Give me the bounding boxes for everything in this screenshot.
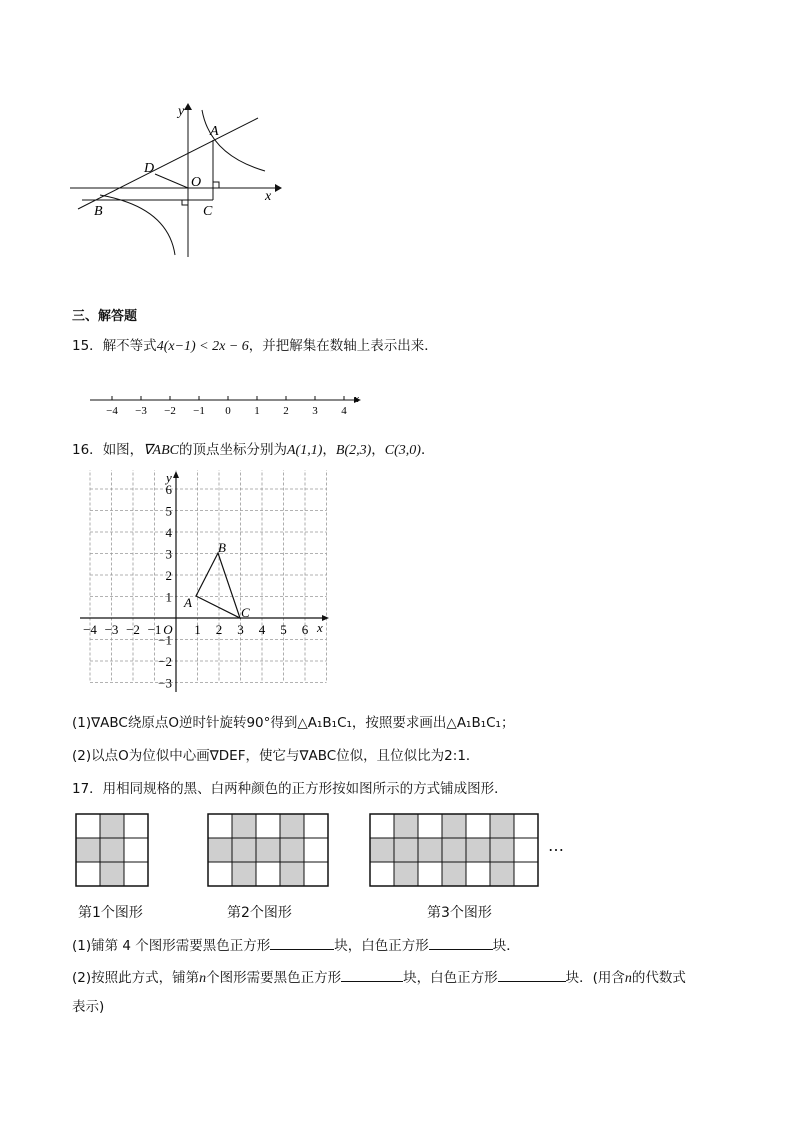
- q15-number-line: [72, 388, 372, 420]
- q16-point-B: B(2,3): [335, 443, 372, 458]
- q16-x-tick-label: −2: [126, 622, 140, 637]
- q16-axis-y: y: [166, 470, 172, 485]
- q17-tile: [280, 814, 304, 838]
- q17-tile: [100, 814, 124, 838]
- fig14-label-B: B: [94, 204, 103, 219]
- q17-tile: [490, 862, 514, 886]
- q15-tick-label: −2: [164, 405, 176, 417]
- q16-y-tick-label: 4: [165, 525, 172, 540]
- q16-triangle: ∇ABC: [143, 443, 179, 458]
- q17-tile: [76, 862, 100, 886]
- fig14-label-A: A: [210, 124, 219, 139]
- q17-tile: [124, 838, 148, 862]
- q16-x-tick-label: 2: [215, 622, 223, 637]
- q17-tile: [394, 814, 418, 838]
- fig14-label-x: x: [265, 189, 272, 204]
- q16-axis-x: x: [317, 620, 323, 635]
- q17-sub2-d: 块．(用含: [565, 970, 625, 986]
- q15-stem: [72, 336, 438, 357]
- q17-sub2: [72, 967, 686, 989]
- q17-tile: [442, 814, 466, 838]
- q16-stem-b: 的顶点坐标分别为: [179, 442, 287, 458]
- q16-stem-a: 如图，: [102, 442, 144, 458]
- q17-tile: [232, 814, 256, 838]
- q16-x-tick-label: 5: [280, 622, 287, 637]
- q15-tick-label: 3: [312, 405, 318, 417]
- q17-tile: [208, 862, 232, 886]
- q16-point-A: A(1,1): [287, 443, 323, 458]
- q16-x-tick-label: 3: [237, 622, 244, 637]
- q17-tile: [232, 862, 256, 886]
- q17-tile: [466, 814, 490, 838]
- q17-tile: [514, 862, 538, 886]
- q17-tile: [76, 838, 100, 862]
- q17-sub1-b: 块，白色正方形: [334, 938, 429, 954]
- section-title: 三、解答题: [72, 309, 138, 324]
- q17-sub1: [72, 935, 520, 956]
- q16-x-tick-label: −4: [83, 622, 97, 637]
- q15-inequality: 4(x−1) < 2x − 6: [156, 339, 249, 354]
- q17-tile: [304, 814, 328, 838]
- q17-sub2-b: 个图形需要黑色正方形: [206, 970, 342, 986]
- q17-tile: [370, 814, 394, 838]
- q15-axis-label: x: [354, 393, 359, 405]
- q17-tile: [466, 838, 490, 862]
- q17-pattern-figures: [70, 808, 580, 893]
- q17-sub2-a: (2)按照此方式，铺第: [72, 970, 200, 986]
- q17-tile: [418, 838, 442, 862]
- q15-tick-label: 4: [341, 405, 347, 417]
- q17-tile: [418, 862, 442, 886]
- q17-caption-2: 第2个图形: [227, 905, 292, 921]
- q15-tick-label: 2: [283, 405, 289, 417]
- q17-tile: [100, 862, 124, 886]
- fig14-coordinate-sketch: [60, 95, 290, 265]
- q16-sep2: ，: [371, 442, 385, 458]
- q15-suffix: ，并把解集在数轴上表示出来．: [248, 338, 438, 354]
- q17-sub2-blank-black[interactable]: [341, 967, 403, 982]
- q17-tile: [490, 838, 514, 862]
- q17-tile: [76, 814, 100, 838]
- q17-tile: [280, 862, 304, 886]
- q16-x-tick-label: O: [163, 622, 173, 637]
- q17-tile: [370, 838, 394, 862]
- fig14-label-O: O: [191, 175, 202, 190]
- q17-stem: 17．用相同规格的黑、白两种颜色的正方形按如图所示的方式铺成图形．: [72, 781, 508, 797]
- q16-sub1: (1)∇ABC绕原点O逆时针旋转90°得到△A₁B₁C₁，按照要求画出△A₁B₁C₁；: [72, 715, 515, 731]
- q16-x-tick-label: −3: [104, 622, 119, 637]
- q17-tile: [124, 814, 148, 838]
- q16-stem: [72, 440, 434, 461]
- q17-tile: [256, 814, 280, 838]
- q17-tile: [124, 862, 148, 886]
- q15-tick-label: −1: [193, 405, 205, 417]
- q17-tile: [514, 814, 538, 838]
- q17-tile: [304, 862, 328, 886]
- q17-sub1-c: 块．: [492, 938, 520, 954]
- q15-prefix: 解不等式: [102, 338, 157, 354]
- fig14-label-C: C: [203, 204, 213, 219]
- q17-caption-3: 第3个图形: [427, 905, 492, 921]
- q16-y-tick-label: −1: [158, 632, 172, 648]
- q16-x-tick-label: 6: [301, 622, 309, 637]
- q17-sub1-blank-black[interactable]: [270, 935, 334, 950]
- q16-sub2: (2)以点O为位似中心画∇DEF，使它与∇ABC位似，且位似比为2:1．: [72, 748, 480, 764]
- q16-triangle-abc: [196, 553, 240, 618]
- q16-point-C: C(3,0): [384, 443, 421, 458]
- q16-y-tick-label: 5: [165, 503, 172, 519]
- q16-x-tick-label: 4: [258, 622, 266, 637]
- q16-x-tick-label: 1: [194, 622, 201, 637]
- q16-y-tick-label: 1: [165, 589, 172, 605]
- q17-tile: [304, 838, 328, 862]
- q16-y-tick-label: −2: [158, 654, 172, 669]
- q17-tile: [370, 862, 394, 886]
- q17-ellipsis: …: [548, 836, 564, 855]
- q17-sub2-n2: n: [624, 971, 632, 986]
- q17-sub2-blank-white[interactable]: [498, 967, 566, 982]
- q16-y-tick-label: 6: [165, 482, 172, 497]
- q17-tile: [256, 862, 280, 886]
- q17-sub2-n: n: [199, 971, 207, 986]
- q16-grid-figure: [70, 470, 335, 695]
- q17-tile: [514, 838, 538, 862]
- q17-tile: [394, 862, 418, 886]
- q17-tile: [394, 838, 418, 862]
- q15-tick-label: −3: [135, 405, 147, 417]
- q17-tile: [100, 838, 124, 862]
- q15-tick-label: −4: [106, 405, 118, 417]
- q16-number: 16．: [72, 442, 103, 458]
- fig14-label-D: D: [144, 161, 155, 176]
- q17-sub2-f: 表示): [72, 999, 105, 1015]
- q17-tile: [208, 814, 232, 838]
- q17-sub2-c: 块，白色正方形: [403, 970, 498, 986]
- q17-sub1-blank-white[interactable]: [429, 935, 493, 950]
- q17-tile: [256, 838, 280, 862]
- q16-sep1: ，: [322, 442, 336, 458]
- q15-tick-label: 1: [254, 405, 260, 417]
- q17-sub2-e: 的代数式: [631, 970, 686, 986]
- q16-label-B: B: [218, 540, 226, 555]
- q17-tile: [208, 838, 232, 862]
- q17-caption-1: 第1个图形: [78, 905, 143, 921]
- q17-tile: [442, 862, 466, 886]
- q17-tile: [466, 862, 490, 886]
- q16-y-tick-label: −3: [158, 675, 172, 691]
- q17-tile: [490, 814, 514, 838]
- q16-end: ．: [420, 442, 435, 458]
- fig14-label-y: y: [178, 104, 185, 119]
- q16-y-tick-label: 3: [165, 546, 172, 562]
- q15-number: 15．: [72, 338, 103, 354]
- q16-y-tick-label: 2: [165, 568, 172, 583]
- q16-label-A: A: [184, 595, 192, 610]
- q16-x-tick-label: −1: [147, 622, 162, 637]
- q17-tile: [442, 838, 466, 862]
- q15-tick-label: 0: [225, 405, 231, 417]
- q17-sub1-a: (1)铺第 4 个图形需要黑色正方形: [72, 938, 271, 954]
- q17-tile: [280, 838, 304, 862]
- q16-label-C: C: [241, 605, 250, 620]
- q17-tile: [418, 814, 442, 838]
- q17-tile: [232, 838, 256, 862]
